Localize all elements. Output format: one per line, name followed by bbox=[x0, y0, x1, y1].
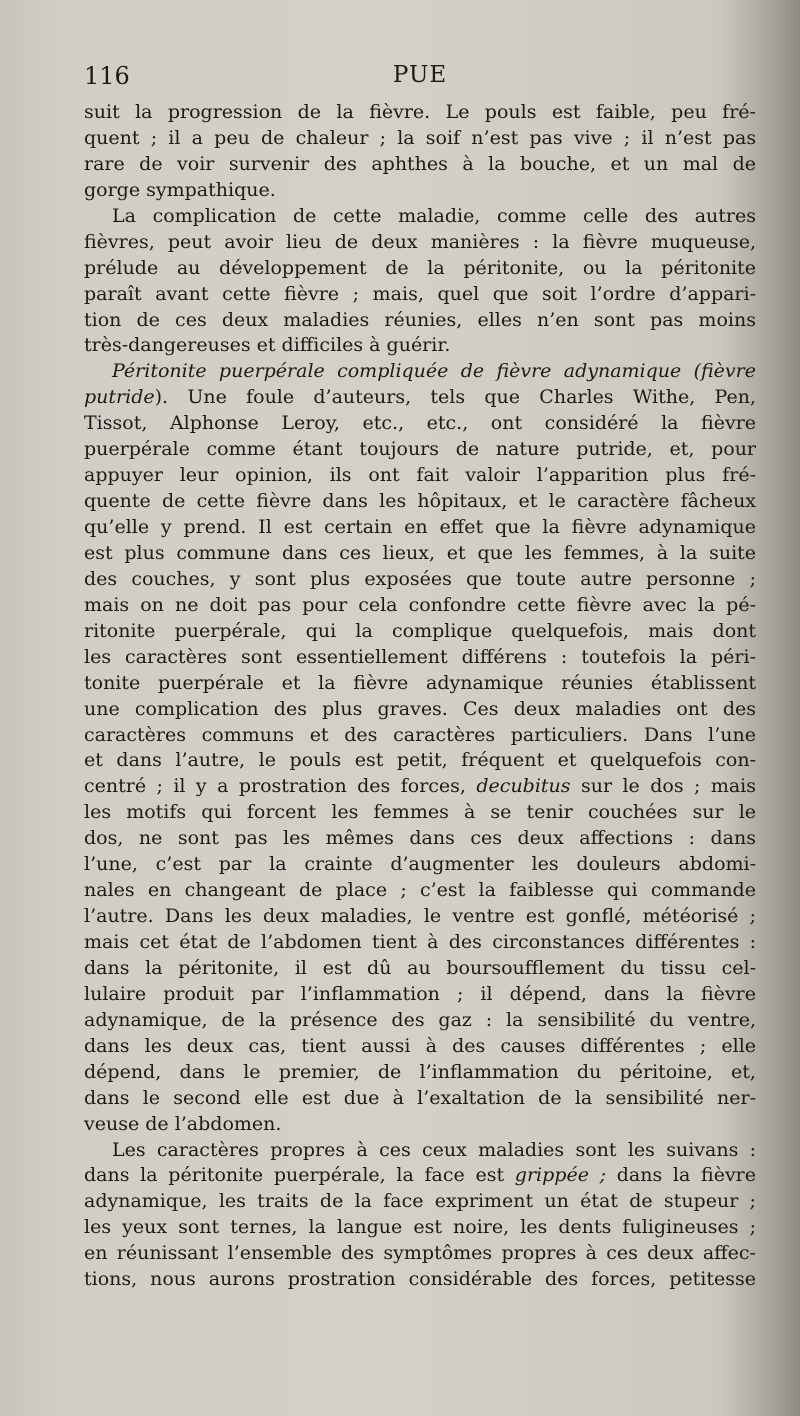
text-segment: mais on ne doit pas pour cela confondre cette fièvre avec la pé- bbox=[84, 593, 756, 616]
text-segment: dos, ne sont pas les mêmes dans ces deux affections : dans bbox=[84, 827, 756, 850]
text-line bbox=[84, 878, 756, 904]
text-line bbox=[84, 1215, 756, 1241]
text-segment: les yeux sont ternes, la langue est noire, les dents fuligineuses ; bbox=[84, 1216, 757, 1239]
text-segment: Tissot, Alphonse Leroy, etc., etc., ont considéré la fièvre bbox=[84, 412, 757, 435]
text-segment: mais cet état de l’abdomen tient à des circonstances différentes : bbox=[84, 931, 757, 953]
text-segment: sur le dos ; mais bbox=[570, 775, 757, 798]
text-segment: les motifs qui forcent les femmes à se tenir couchées sur le bbox=[84, 801, 757, 824]
text-line bbox=[84, 1034, 756, 1060]
text-segment: suit la progression de la fièvre. Le pouls est faible, peu fré- bbox=[84, 101, 756, 123]
text-line bbox=[84, 697, 756, 723]
text-line bbox=[84, 1138, 756, 1164]
text-line bbox=[84, 956, 756, 982]
text-segment: une complication des plus graves. Ces deux maladies ont des bbox=[84, 697, 756, 720]
text-line bbox=[84, 100, 756, 126]
text-segment: ). Une foule d’auteurs, tels que Charles Withe, Pen, bbox=[154, 386, 756, 409]
text-segment: dans la fièvre bbox=[606, 1164, 757, 1187]
text-line bbox=[84, 1163, 756, 1189]
text-line bbox=[84, 1086, 756, 1112]
text-line bbox=[84, 411, 756, 437]
text-line bbox=[84, 800, 756, 826]
text-segment: Les caractères propres à ces ceux maladies sont les suivans : bbox=[112, 1138, 757, 1161]
text-line bbox=[84, 930, 756, 956]
text-line bbox=[84, 359, 756, 385]
text-segment: des couches, y sont plus exposées que toute autre personne ; bbox=[84, 567, 757, 590]
text-segment: tonite puerpérale et la fièvre adynamique réunies établissent bbox=[84, 671, 756, 694]
text-segment: tion de ces deux maladies réunies, elles n’en sont pas moins bbox=[84, 308, 756, 331]
text-segment: adynamique, de la présence des gaz : la sensibilité du ventre, bbox=[84, 1008, 756, 1031]
text-segment: nales en changeant de place ; c’est la faiblesse qui commande bbox=[84, 879, 756, 902]
text-line bbox=[84, 904, 756, 930]
text-segment: gorge sympathique. bbox=[84, 178, 276, 201]
text-line bbox=[84, 1189, 756, 1215]
text-line bbox=[84, 178, 756, 204]
text-line bbox=[84, 1112, 756, 1138]
italic-text-segment: Péritonite puerpérale compliquée de fièvre adynamique (fièvre bbox=[112, 360, 756, 383]
text-segment: dans la péritonite, il est dû au boursoufflement du tissu cel- bbox=[84, 956, 757, 979]
text-segment: ritonite puerpérale, qui la complique quelquefois, mais dont bbox=[84, 619, 757, 642]
text-segment: fièvres, peut avoir lieu de deux manières : la fièvre muqueuse, bbox=[84, 230, 757, 253]
text-segment: l’autre. Dans les deux maladies, le ventre est gonflé, météorisé ; bbox=[84, 905, 757, 928]
text-line bbox=[84, 437, 756, 463]
text-line bbox=[84, 982, 756, 1008]
text-segment: quente de cette fièvre dans les hôpitaux, et le caractère fâcheux bbox=[84, 490, 757, 513]
text-line bbox=[84, 1008, 756, 1034]
text-line bbox=[84, 774, 756, 800]
text-segment: lulaire produit par l’inflammation ; il dépend, dans la fièvre bbox=[84, 982, 756, 1005]
text-line bbox=[84, 282, 756, 308]
text-line bbox=[84, 645, 756, 671]
text-line bbox=[84, 204, 756, 230]
text-segment: et dans l’autre, le pouls est petit, fréquent et quelquefois con- bbox=[84, 749, 756, 772]
text-segment: quent ; il a peu de chaleur ; la soif n’est pas vive ; il n’est pas bbox=[84, 126, 757, 149]
text-segment: caractères communs et des caractères particuliers. Dans l’une bbox=[84, 723, 756, 746]
text-line bbox=[84, 852, 756, 878]
text-line bbox=[84, 826, 756, 852]
text-line bbox=[84, 385, 756, 411]
text-line bbox=[84, 515, 756, 541]
text-segment: dépend, dans le premier, de l’inflammation du péritoine, et, bbox=[84, 1060, 756, 1083]
text-line bbox=[84, 723, 756, 749]
text-segment: veuse de l’abdomen. bbox=[84, 1112, 282, 1135]
text-line bbox=[84, 671, 756, 697]
text-line bbox=[84, 463, 756, 489]
text-segment: dans la péritonite puerpérale, la face est bbox=[84, 1164, 515, 1187]
text-segment: centré ; il y a prostration des forces, bbox=[84, 775, 477, 798]
text-segment: puerpérale comme étant toujours de nature putride, et, pour bbox=[84, 438, 757, 461]
text-segment: l’une, c’est par la crainte d’augmenter les douleurs abdomi- bbox=[84, 853, 757, 876]
text-segment: adynamique, les traits de la face expriment un état de stupeur ; bbox=[84, 1190, 756, 1213]
text-line bbox=[84, 567, 756, 593]
text-line bbox=[84, 1267, 756, 1293]
text-line bbox=[84, 126, 756, 152]
text-segment: en réunissant l’ensemble des symptômes propres à ces deux affec- bbox=[84, 1242, 756, 1265]
text-segment: les caractères sont essentiellement différens : toutefois la péri- bbox=[84, 645, 756, 668]
text-segment: prélude au développement de la péritonite, ou la péritonite bbox=[84, 256, 757, 279]
page-header bbox=[84, 62, 756, 98]
text-segment: rare de voir survenir des aphthes à la bouche, et un mal de bbox=[84, 152, 756, 175]
text-segment: tions, nous aurons prostration considérable des forces, petitesse bbox=[84, 1268, 757, 1291]
text-line bbox=[84, 748, 756, 774]
italic-text-segment: decubitus bbox=[476, 775, 571, 798]
text-line bbox=[84, 593, 756, 619]
text-segment: paraît avant cette fièvre ; mais, quel que soit l’ordre d’appari- bbox=[84, 282, 757, 305]
page-number: 116 bbox=[84, 62, 130, 90]
text-line bbox=[84, 489, 756, 515]
text-line bbox=[84, 1060, 756, 1086]
text-line bbox=[84, 541, 756, 567]
text-line bbox=[84, 1241, 756, 1267]
text-segment: qu’elle y prend. Il est certain en effet que la fièvre adynamique bbox=[84, 516, 756, 538]
text-segment: dans le second elle est due à l’exaltation de la sensibilité ner- bbox=[84, 1086, 756, 1109]
text-segment: dans les deux cas, tient aussi à des causes différentes ; elle bbox=[84, 1034, 757, 1057]
text-segment: appuyer leur opinion, ils ont fait valoir l’apparition plus fré- bbox=[84, 464, 756, 487]
italic-text-segment: grippée ; bbox=[514, 1164, 607, 1187]
italic-text-segment: putride bbox=[84, 386, 155, 409]
text-segment: La complication de cette maladie, comme celle des autres bbox=[112, 204, 756, 227]
text-line bbox=[84, 230, 756, 256]
text-line bbox=[84, 308, 756, 334]
text-line bbox=[84, 619, 756, 645]
text-line bbox=[84, 333, 756, 359]
text-line bbox=[84, 256, 756, 282]
running-head: PUE bbox=[392, 62, 448, 88]
body-text bbox=[84, 100, 756, 1293]
text-segment: très-dangereuses et difficiles à guérir. bbox=[84, 334, 451, 357]
text-line bbox=[84, 152, 756, 178]
text-segment: est plus commune dans ces lieux, et que les femmes, à la suite bbox=[84, 541, 757, 564]
